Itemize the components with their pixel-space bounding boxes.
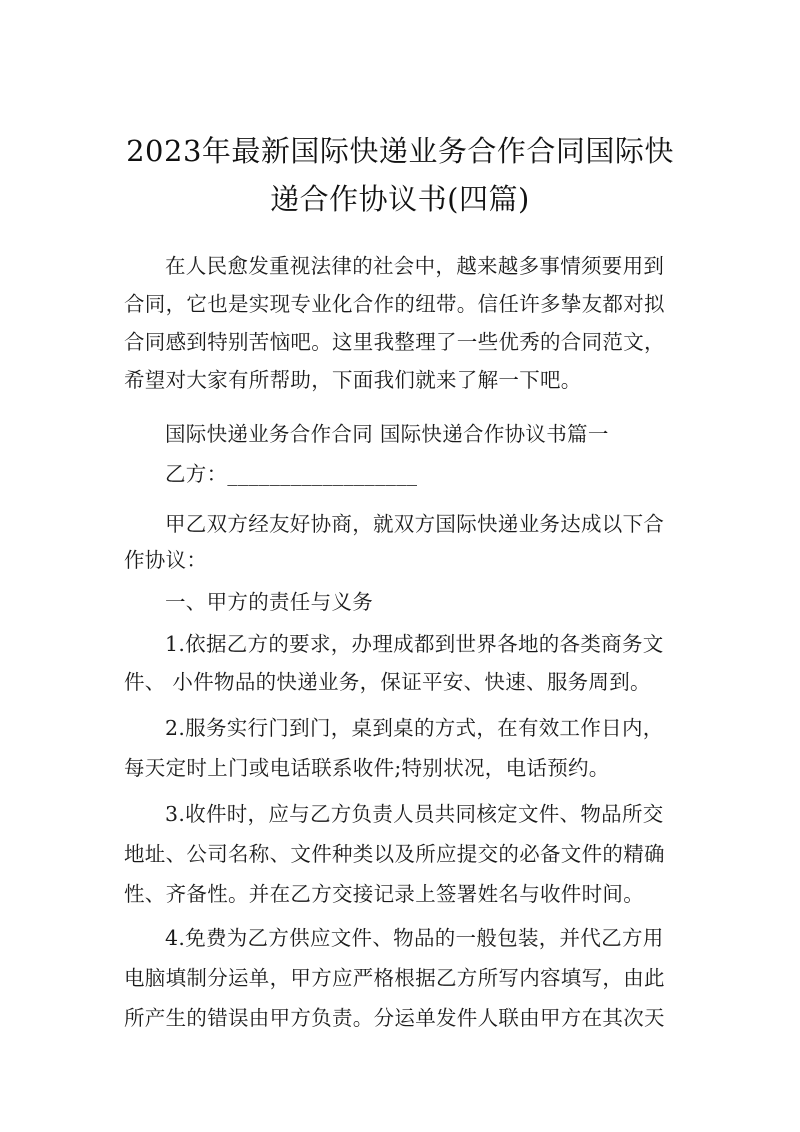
party-b-line: 乙方：__________________ xyxy=(165,462,418,486)
section-heading: 国际快递业务合作合同 国际快递合作协议书篇一 xyxy=(165,422,609,446)
item-3-line: 地址、公司名称、文件种类以及所应提交的必备文件的精确 xyxy=(124,842,665,866)
item-4-line: 4.免费为乙方供应文件、物品的一般包装，并代乙方用 xyxy=(165,926,664,950)
item-1-line: 1.依据乙方的要求，办理成都到世界各地的各类商务文 xyxy=(165,632,664,656)
document-title-line-1: 2023年最新国际快递业务合作合同国际快 xyxy=(126,134,674,168)
item-4-line: 电脑填制分运单，甲方应严格根据乙方所写内容填写，由此 xyxy=(124,966,665,990)
intro-line: 合同，它也是实现专业化合作的纽带。信任许多挚友都对拟 xyxy=(124,292,665,316)
item-3-line: 3.收件时，应与乙方负责人员共同核定文件、物品所交 xyxy=(165,802,664,826)
item-3-line: 性、齐备性。并在乙方交接记录上签署姓名与收件时间。 xyxy=(124,882,644,906)
intro-line: 合同感到特别苦恼吧。这里我整理了一些优秀的合同范文， xyxy=(124,330,665,354)
item-2-line: 每天定时上门或电话联系收件;特别状况，电话预约。 xyxy=(124,756,610,780)
intro-line: 希望对大家有所帮助，下面我们就来了解一下吧。 xyxy=(124,368,582,392)
item-2-line: 2.服务实行门到门，桌到桌的方式，在有效工作日内， xyxy=(165,716,664,740)
document-title-line-2: 递合作协议书(四篇) xyxy=(270,182,530,216)
agreement-line: 甲乙双方经友好协商，就双方国际快递业务达成以下合 xyxy=(165,512,665,536)
item-1-line: 件、 小件物品的快递业务，保证平安、快速、服务周到。 xyxy=(124,670,651,694)
clause-heading: 一、甲方的责任与义务 xyxy=(165,590,373,614)
agreement-line: 作协议： xyxy=(124,548,208,572)
intro-line: 在人民愈发重视法律的社会中，越来越多事情须要用到 xyxy=(165,254,665,278)
item-4-line: 所产生的错误由甲方负责。分运单发件人联由甲方在其次天 xyxy=(124,1006,665,1030)
